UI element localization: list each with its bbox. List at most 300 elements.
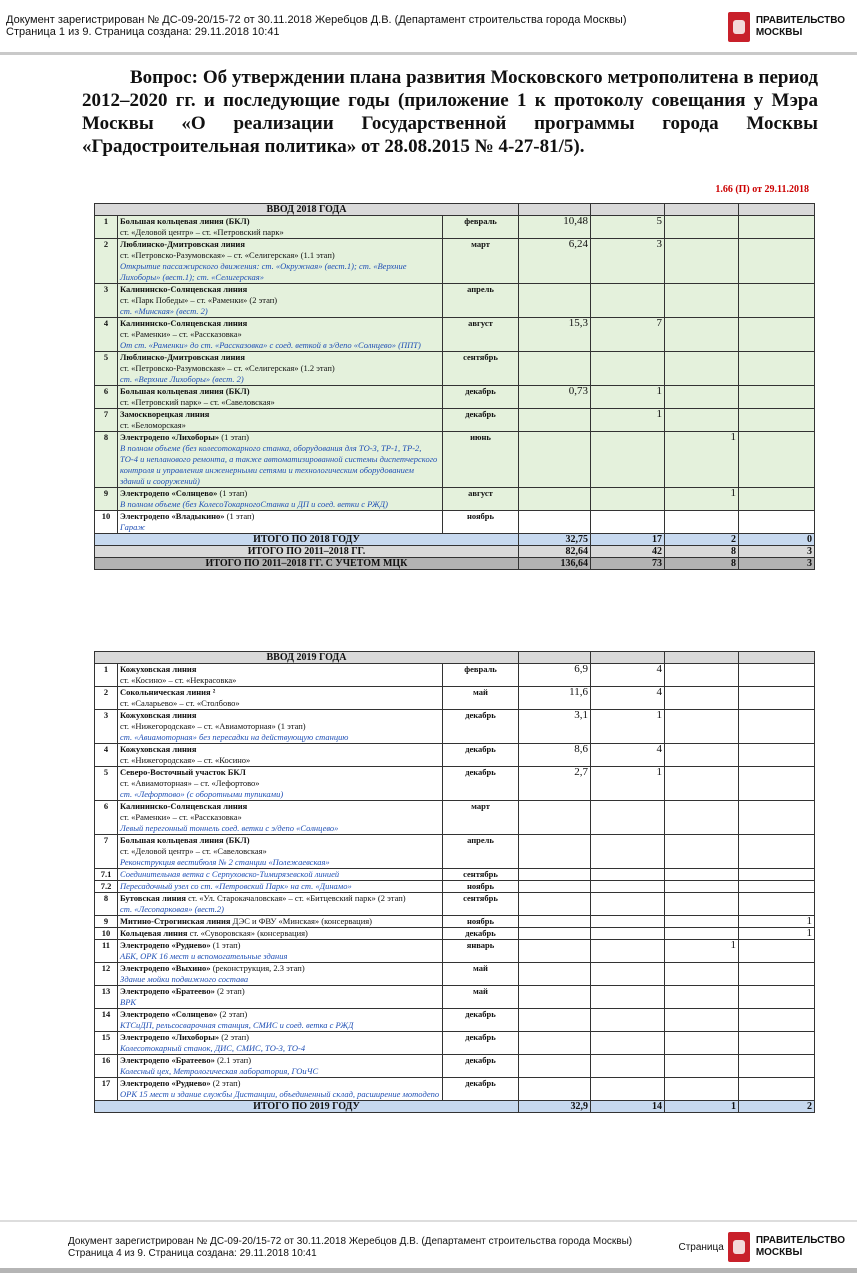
- row-number: 7.2: [95, 881, 118, 893]
- line-note: Соединительная ветка с Серпуховско-Тимирязевской линией: [120, 869, 340, 879]
- line-title: Кожуховская линия: [120, 744, 197, 754]
- line-title: Электродепо «Владыкино»: [120, 511, 225, 521]
- launch-month: декабрь: [443, 1055, 519, 1078]
- row-number: 17: [95, 1078, 118, 1101]
- line-title: Электродепо «Лихоборы»: [120, 1032, 220, 1042]
- stations-count: [591, 432, 665, 488]
- other-count: [739, 511, 815, 534]
- section-header-cell: [739, 652, 815, 664]
- table-row: [95, 963, 815, 986]
- section-header-cell: [591, 652, 665, 664]
- page-info-line: Страница 1 из 9. Страница создана: 29.11.2018 10:41: [6, 26, 280, 38]
- table-row: [95, 869, 815, 881]
- launch-month: декабрь: [443, 409, 519, 432]
- line-section: ст. «Деловой центр» – ст. «Петровский парк»: [120, 227, 284, 237]
- stations-count: [591, 284, 665, 318]
- line-note: Открытие пассажирского движения: ст. «Окружная» (вест.1); ст. «Верхние Лихоборы» (вест.1); ст. «Селигерская»: [120, 261, 407, 282]
- launch-month: сентябрь: [443, 893, 519, 916]
- other-count: [739, 488, 815, 511]
- depots-count: [665, 318, 739, 352]
- depots-count: [665, 239, 739, 284]
- depots-count: [665, 767, 739, 801]
- depots-count: [665, 710, 739, 744]
- table-row: [95, 216, 815, 239]
- depots-count: [665, 801, 739, 835]
- other-count: [739, 1078, 815, 1101]
- section-header-cell: [519, 204, 591, 216]
- line-title: Электродепо «Выхино»: [120, 963, 211, 973]
- stations-count: [591, 928, 665, 940]
- question-heading: Вопрос: Об утверждении плана развития Московского метрополитена в период 2012–2020 гг. и последующие годы (приложение 1 к протоколу совещания у Мэра Москвы «О реализации Государственной программы города Москвы «Градостроительная политика» от 28.08.2015 № 4-27-81/5).: [82, 67, 818, 157]
- line-stage: (2.1 этап): [216, 1055, 252, 1065]
- launch-month: февраль: [443, 664, 519, 687]
- line-title: Бутовская линия: [120, 893, 187, 903]
- table-row: [95, 801, 815, 835]
- length-km: 6,9: [519, 664, 591, 687]
- table-row: [95, 687, 815, 710]
- row-number: 8: [95, 893, 118, 916]
- total-row: [95, 558, 815, 570]
- stations-count: 7: [591, 318, 665, 352]
- table-row: [95, 1078, 815, 1101]
- other-count: [739, 940, 815, 963]
- line-note: Гараж: [120, 522, 146, 532]
- line-section: ст. «Саларьево» – ст. «Столбово»: [120, 698, 240, 708]
- table-row: [95, 710, 815, 744]
- row-description: [118, 916, 443, 928]
- other-count: [739, 1032, 815, 1055]
- header-divider: [0, 52, 857, 55]
- length-km: [519, 986, 591, 1009]
- stations-count: 1: [591, 767, 665, 801]
- line-note: ст. «Лефортово» (с оборотными тупиками): [120, 789, 284, 799]
- length-km: [519, 432, 591, 488]
- line-section: ст. «Раменки» – ст. «Рассказовка»: [120, 812, 242, 822]
- line-title: Люблинско-Дмитровская линия: [120, 239, 245, 249]
- footer-registration-line: Документ зарегистрирован № ДС-09-20/15-72 от 30.11.2018 Жеребцов Д.В. (Департамент строительства города Москвы): [68, 1236, 633, 1247]
- other-count: [739, 744, 815, 767]
- line-stage: (1 этап): [221, 432, 249, 442]
- row-description: [118, 940, 443, 963]
- total-depots: 1: [665, 1101, 739, 1113]
- launch-month: август: [443, 318, 519, 352]
- table-row: [95, 986, 815, 1009]
- footer-page-label: Страница: [678, 1241, 724, 1253]
- row-number: 5: [95, 352, 118, 386]
- row-number: 6: [95, 386, 118, 409]
- stations-count: [591, 511, 665, 534]
- other-count: 1: [739, 916, 815, 928]
- depots-count: [665, 216, 739, 239]
- launch-month: декабрь: [443, 1032, 519, 1055]
- depots-count: [665, 744, 739, 767]
- line-section: ст. «Раменки» – ст. «Рассказовка»: [120, 329, 242, 339]
- line-note: ст. «Авиамоторная» без пересадки на действующую станцию: [120, 732, 349, 742]
- section-header-cell: [665, 652, 739, 664]
- launch-month: май: [443, 963, 519, 986]
- depots-count: [665, 284, 739, 318]
- line-section: ст. «Петровский парк» – ст. «Савеловская»: [120, 397, 275, 407]
- total-stations: 73: [591, 558, 665, 570]
- other-count: [739, 1055, 815, 1078]
- row-description: [118, 284, 443, 318]
- row-description: [118, 511, 443, 534]
- row-number: 8: [95, 432, 118, 488]
- launch-month: декабрь: [443, 744, 519, 767]
- table-row: [95, 386, 815, 409]
- total-depots: 2: [665, 534, 739, 546]
- row-description: [118, 409, 443, 432]
- line-note: ст. «Минская» (вест. 2): [120, 306, 208, 316]
- launch-month: март: [443, 239, 519, 284]
- length-km: [519, 1032, 591, 1055]
- line-title: Калининско-Солнцевская линия: [120, 318, 248, 328]
- launch-month: ноябрь: [443, 511, 519, 534]
- table-row: [95, 928, 815, 940]
- launch-month: декабрь: [443, 1009, 519, 1032]
- section-header-cell: [519, 652, 591, 664]
- launch-month: декабрь: [443, 710, 519, 744]
- launch-month: февраль: [443, 216, 519, 239]
- line-note: Колесный цех, Метрологическая лаборатория, ГОиЧС: [120, 1066, 319, 1076]
- other-count: [739, 432, 815, 488]
- line-title: Кожуховская линия: [120, 710, 197, 720]
- line-title: Кожуховская линия: [120, 664, 197, 674]
- depots-count: 1: [665, 940, 739, 963]
- total-stations: 14: [591, 1101, 665, 1113]
- length-km: [519, 488, 591, 511]
- row-number: 7: [95, 835, 118, 869]
- length-km: 2,7: [519, 767, 591, 801]
- line-section: ст. «Беломорская»: [120, 420, 186, 430]
- table-row: [95, 409, 815, 432]
- row-number: 9: [95, 916, 118, 928]
- table-row: [95, 284, 815, 318]
- length-km: 15,3: [519, 318, 591, 352]
- line-section: ст. «Нижегородская» – ст. «Косино»: [120, 755, 251, 765]
- other-count: [739, 687, 815, 710]
- length-km: [519, 869, 591, 881]
- footer-logo-line1: ПРАВИТЕЛЬСТВО: [755, 1235, 845, 1246]
- line-stage: (2 этап): [216, 986, 245, 996]
- length-km: [519, 963, 591, 986]
- line-title: Кольцевая линия: [120, 928, 188, 938]
- row-number: 9: [95, 488, 118, 511]
- line-note: Пересадочный узел со ст. «Петровский Парк» на ст. «Динамо»: [120, 881, 352, 891]
- depots-count: 1: [665, 432, 739, 488]
- depots-count: [665, 1055, 739, 1078]
- line-stage: (реконструкция, 2.3 этап): [212, 963, 305, 973]
- row-description: [118, 986, 443, 1009]
- footer-logo: [678, 1232, 845, 1262]
- stations-count: [591, 835, 665, 869]
- table-row: [95, 239, 815, 284]
- line-note: От ст. «Раменки» до ст. «Рассказовка» с соед. веткой в э/депо «Солнцево» (ППТ): [120, 340, 421, 350]
- depots-count: [665, 916, 739, 928]
- row-number: 11: [95, 940, 118, 963]
- section-title: ВВОД 2019 ГОДА: [95, 652, 519, 664]
- depots-count: [665, 1009, 739, 1032]
- line-section: ст. «Косино» – ст. «Некрасовка»: [120, 675, 237, 685]
- row-number: 2: [95, 239, 118, 284]
- registration-info: [6, 14, 627, 38]
- other-count: [739, 386, 815, 409]
- stations-count: [591, 893, 665, 916]
- line-section: ст. «Авиамоторная» – ст. «Лефортово»: [120, 778, 260, 788]
- line-title: Люблинско-Дмитровская линия: [120, 352, 245, 362]
- other-count: [739, 664, 815, 687]
- stations-count: [591, 940, 665, 963]
- launch-month: апрель: [443, 284, 519, 318]
- other-count: [739, 710, 815, 744]
- row-description: [118, 869, 443, 881]
- row-description: [118, 710, 443, 744]
- row-number: 7: [95, 409, 118, 432]
- row-description: [118, 386, 443, 409]
- line-title: Электродепо «Братеево»: [120, 986, 215, 996]
- row-description: [118, 1032, 443, 1055]
- depots-count: [665, 386, 739, 409]
- other-count: [739, 893, 815, 916]
- launch-month: март: [443, 801, 519, 835]
- stations-count: 3: [591, 239, 665, 284]
- row-number: 10: [95, 928, 118, 940]
- registration-line: Документ зарегистрирован № ДС-09-20/15-72 от 30.11.2018 Жеребцов Д.В. (Департамент строительства города Москвы): [6, 14, 627, 26]
- table-row: [95, 940, 815, 963]
- launch-month: декабрь: [443, 386, 519, 409]
- depots-count: [665, 835, 739, 869]
- total-length: 32,75: [519, 534, 591, 546]
- other-count: 1: [739, 928, 815, 940]
- total-row: [95, 546, 815, 558]
- depots-count: [665, 1032, 739, 1055]
- launch-month: май: [443, 986, 519, 1009]
- stations-count: 1: [591, 386, 665, 409]
- other-count: [739, 986, 815, 1009]
- total-other: 2: [739, 1101, 815, 1113]
- stations-count: [591, 352, 665, 386]
- depots-count: [665, 963, 739, 986]
- length-km: [519, 409, 591, 432]
- line-stage: (1 этап): [212, 940, 241, 950]
- row-number: 4: [95, 744, 118, 767]
- depots-count: [665, 1078, 739, 1101]
- row-number: 12: [95, 963, 118, 986]
- length-km: [519, 835, 591, 869]
- line-note: КТСиДП, рельсосварочная станция, СМИС и соед. ветка с РЖД: [120, 1020, 354, 1030]
- length-km: 3,1: [519, 710, 591, 744]
- row-number: 6: [95, 801, 118, 835]
- row-number: 5: [95, 767, 118, 801]
- depots-count: 1: [665, 488, 739, 511]
- length-km: [519, 801, 591, 835]
- line-title: Замоскворецкая линия: [120, 409, 210, 419]
- launch-month: ноябрь: [443, 916, 519, 928]
- line-note: ст. «Лесопарковая» (вест.2): [120, 904, 225, 914]
- line-stage: (1 этап): [219, 488, 248, 498]
- total-row: [95, 1101, 815, 1113]
- section-header-row: [95, 652, 815, 664]
- version-label: 1.66 (П) от 29.11.2018: [715, 184, 809, 195]
- stations-count: 4: [591, 687, 665, 710]
- line-stage: (2 этап): [212, 1078, 241, 1088]
- line-title: Электродепо «Солнцево»: [120, 488, 218, 498]
- depots-count: [665, 928, 739, 940]
- line-note: Реконструкция вестибюля № 2 станции «Полежаевская»: [120, 857, 330, 867]
- stations-count: [591, 1078, 665, 1101]
- line-note: В полном объеме (без КолесоТокарногоСтанка и ДП и соед. ветки с РЖД): [120, 499, 388, 509]
- line-note: Здание мойки подвижного состава: [120, 974, 249, 984]
- line-title: Большая кольцевая линия (БКЛ): [120, 386, 250, 396]
- total-length: 32,9: [519, 1101, 591, 1113]
- total-length: 82,64: [519, 546, 591, 558]
- launch-month: сентябрь: [443, 352, 519, 386]
- row-number: 3: [95, 710, 118, 744]
- table-row: [95, 318, 815, 352]
- row-description: [118, 1078, 443, 1101]
- row-number: 2: [95, 687, 118, 710]
- other-count: [739, 963, 815, 986]
- total-stations: 17: [591, 534, 665, 546]
- other-count: [739, 869, 815, 881]
- line-note: Колесотокарный станок, ДИС, СМИС, ТО-3, ТО-4: [120, 1043, 306, 1053]
- footer-page-info-line: Страница 4 из 9. Страница создана: 29.11.2018 10:41: [68, 1248, 317, 1259]
- row-number: 1: [95, 664, 118, 687]
- row-description: [118, 744, 443, 767]
- line-section: ст. «Петровско-Разумовская» – ст. «Селигерская» (1.1 этап): [120, 250, 335, 260]
- row-description: [118, 928, 443, 940]
- table-row: [95, 893, 815, 916]
- row-description: [118, 216, 443, 239]
- stations-count: [591, 801, 665, 835]
- line-section: ст. «Деловой центр» – ст. «Савеловская»: [120, 846, 267, 856]
- row-number: 15: [95, 1032, 118, 1055]
- line-note: ОРК 15 мест и здание службы Дистанции, объединенный склад, расширение мотодепо: [120, 1089, 440, 1099]
- stations-count: 4: [591, 744, 665, 767]
- table-row: [95, 916, 815, 928]
- other-count: [739, 881, 815, 893]
- stations-count: [591, 916, 665, 928]
- stations-count: [591, 1009, 665, 1032]
- footer-logo-line2: МОСКВЫ: [755, 1247, 803, 1258]
- stations-count: 1: [591, 409, 665, 432]
- line-note: В полном объеме (без колесотокарного станка, оборудования для ТО-3, ТР-1, ТР-2, ТО-4 и непланового ремонта, а также автоматизированной системы диспетчерского контроля и управления инженерными сетями и технологическим оборудованием зданий и сооружений): [120, 443, 438, 486]
- row-description: [118, 767, 443, 801]
- table-row: [95, 664, 815, 687]
- other-count: [739, 835, 815, 869]
- table-row: [95, 881, 815, 893]
- total-depots: 8: [665, 546, 739, 558]
- stations-count: [591, 881, 665, 893]
- launch-month: апрель: [443, 835, 519, 869]
- line-section: ст. «Петровско-Разумовская» – ст. «Селигерская» (1.2 этап): [120, 363, 335, 373]
- length-km: [519, 1078, 591, 1101]
- table-row: [95, 511, 815, 534]
- stations-count: [591, 1055, 665, 1078]
- line-note: АБК, ОРК 16 мест и вспомогательные здания: [120, 951, 288, 961]
- line-stage: (1 этап): [226, 511, 255, 521]
- row-number: 10: [95, 511, 118, 534]
- row-description: [118, 352, 443, 386]
- table-row: [95, 835, 815, 869]
- table-row: [95, 1009, 815, 1032]
- row-description: [118, 664, 443, 687]
- line-title: Северо-Восточный участок БКЛ: [120, 767, 246, 777]
- stations-count: [591, 986, 665, 1009]
- line-title: Электродепо «Солнцево»: [120, 1009, 218, 1019]
- table-2019: [94, 651, 815, 1113]
- depots-count: [665, 986, 739, 1009]
- row-description: [118, 801, 443, 835]
- length-km: [519, 940, 591, 963]
- row-description: [118, 239, 443, 284]
- section-header-cell: [665, 204, 739, 216]
- moscow-emblem-icon: [728, 1232, 750, 1262]
- other-count: [739, 284, 815, 318]
- launch-month: август: [443, 488, 519, 511]
- section-header-cell: [739, 204, 815, 216]
- other-count: [739, 318, 815, 352]
- depots-count: [665, 664, 739, 687]
- launch-month: декабрь: [443, 767, 519, 801]
- table-row: [95, 488, 815, 511]
- other-count: [739, 216, 815, 239]
- row-description: [118, 835, 443, 869]
- total-label: ИТОГО ПО 2019 ГОДУ: [95, 1101, 519, 1113]
- table-row: [95, 767, 815, 801]
- row-number: 14: [95, 1009, 118, 1032]
- length-km: [519, 352, 591, 386]
- launch-month: сентябрь: [443, 869, 519, 881]
- footer-bar: [0, 1268, 857, 1273]
- depots-count: [665, 511, 739, 534]
- line-stage: (2 этап): [221, 1032, 249, 1042]
- line-note: ВРК: [120, 997, 137, 1007]
- table-2018: [94, 203, 815, 570]
- row-description: [118, 893, 443, 916]
- total-other: 3: [739, 558, 815, 570]
- launch-month: декабрь: [443, 928, 519, 940]
- stations-count: [591, 963, 665, 986]
- table-row: [95, 1055, 815, 1078]
- length-km: [519, 1055, 591, 1078]
- depots-count: [665, 893, 739, 916]
- length-km: [519, 1009, 591, 1032]
- section-header-cell: [591, 204, 665, 216]
- total-label: ИТОГО ПО 2011–2018 ГГ. С УЧЕТОМ МЦК: [95, 558, 519, 570]
- table-row: [95, 352, 815, 386]
- line-title: Электродепо «Руднево»: [120, 940, 211, 950]
- depots-count: [665, 409, 739, 432]
- length-km: 10,48: [519, 216, 591, 239]
- depots-count: [665, 687, 739, 710]
- line-section: ст. «Нижегородская» – ст. «Авиамоторная» (1 этап): [120, 721, 306, 731]
- row-description: [118, 488, 443, 511]
- depots-count: [665, 352, 739, 386]
- line-title: Электродепо «Лихоборы»: [120, 432, 220, 442]
- line-title: Калининско-Солнцевская линия: [120, 801, 248, 811]
- row-description: [118, 1055, 443, 1078]
- line-stage: ст. «Ул. Старокачаловская» – ст. «Битцевский парк» (2 этап): [188, 893, 406, 903]
- stations-count: [591, 1032, 665, 1055]
- other-count: [739, 801, 815, 835]
- line-stage: (2 этап): [219, 1009, 248, 1019]
- table-row: [95, 744, 815, 767]
- launch-month: январь: [443, 940, 519, 963]
- logo-line1: ПРАВИТЕЛЬСТВО: [755, 15, 845, 26]
- total-depots: 8: [665, 558, 739, 570]
- other-count: [739, 239, 815, 284]
